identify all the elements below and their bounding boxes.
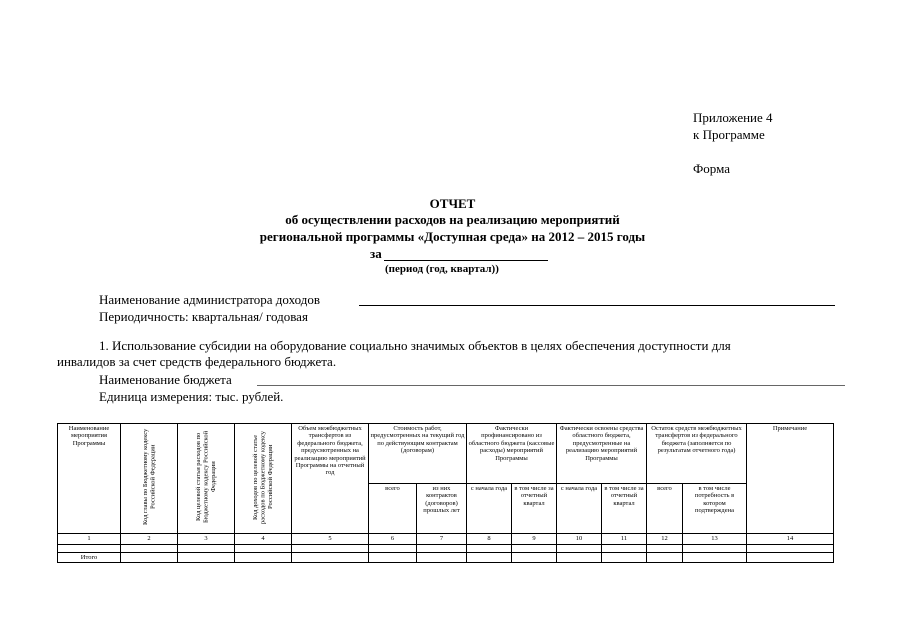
report-table bbox=[57, 423, 834, 563]
report-title: ОТЧЕТ bbox=[429, 196, 476, 211]
col-header-14: Примечание bbox=[747, 424, 834, 534]
admin-label: Наименование администратора доходов bbox=[99, 292, 320, 307]
col-header-6-7: Стоимость работ, предусмотренных на текущий год по действующим контрактам (договорам) bbox=[369, 424, 467, 484]
col-number: 6 bbox=[369, 534, 417, 545]
report-subtitle-1: об осуществлении расходов на реализацию мероприятий bbox=[285, 212, 620, 227]
col-header-5: Объем межбюджетных трансфертов из федерального бюджета, предусмотренных на реализацию мероприятий Программы на отчетный год bbox=[292, 424, 369, 534]
col-number: 2 bbox=[121, 534, 178, 545]
table-cell[interactable] bbox=[602, 553, 647, 563]
sub-header-6: всего bbox=[369, 484, 417, 534]
col-number: 1 bbox=[58, 534, 121, 545]
total-label: Итого bbox=[58, 553, 121, 563]
col-header-12-13: Остаток средств межбюджетных трансфертов из федерального бюджета (заполняется по результатам отчетного года) bbox=[647, 424, 747, 484]
table-cell[interactable] bbox=[292, 553, 369, 563]
table-cell[interactable] bbox=[58, 545, 121, 553]
col-header-3-text: Код целевой статьи расходов по Бюджетному кодексу Российской Федерации bbox=[194, 430, 217, 524]
table-cell[interactable] bbox=[602, 545, 647, 553]
table-cell[interactable] bbox=[647, 545, 683, 553]
col-number: 11 bbox=[602, 534, 647, 545]
periodicity: Периодичность: квартальная/ годовая bbox=[99, 309, 308, 324]
table-cell[interactable] bbox=[557, 553, 602, 563]
table-cell[interactable] bbox=[747, 545, 834, 553]
sub-header-11: в том числе за отчетный квартал bbox=[602, 484, 647, 534]
table-cell[interactable] bbox=[683, 553, 747, 563]
for-label: за bbox=[370, 246, 382, 261]
col-number: 10 bbox=[557, 534, 602, 545]
table-cell[interactable] bbox=[512, 553, 557, 563]
col-header-4 bbox=[235, 424, 292, 534]
sub-header-13: в том числе потребность в котором подтверждена bbox=[683, 484, 747, 534]
table-cell[interactable] bbox=[557, 545, 602, 553]
col-number: 3 bbox=[178, 534, 235, 545]
table-row bbox=[58, 545, 834, 553]
column-number-row bbox=[58, 534, 834, 545]
table-cell[interactable] bbox=[747, 553, 834, 563]
report-subtitle-2: региональной программы «Доступная среда» на 2012 – 2015 годы bbox=[259, 229, 646, 244]
col-number: 5 bbox=[292, 534, 369, 545]
table-cell[interactable] bbox=[369, 545, 417, 553]
table-cell[interactable] bbox=[292, 545, 369, 553]
table-cell[interactable] bbox=[467, 545, 512, 553]
table-header-row bbox=[58, 424, 834, 484]
col-number: 12 bbox=[647, 534, 683, 545]
budget-label: Наименование бюджета bbox=[99, 372, 232, 387]
table-cell[interactable] bbox=[417, 545, 467, 553]
period-caption: (период (год, квартал)) bbox=[385, 263, 499, 275]
col-header-4-text: Код доходов по целевой статье расходов по Бюджетному кодексу Российской Федерации bbox=[251, 430, 274, 524]
form-label: Форма bbox=[693, 161, 730, 176]
col-number: 14 bbox=[747, 534, 834, 545]
col-header-2-text: Код главы по Бюджетному кодексу Российской Федерации bbox=[141, 428, 156, 526]
unit-label: Единица измерения: тыс. рублей. bbox=[99, 389, 284, 404]
sub-header-12: всего bbox=[647, 484, 683, 534]
sub-header-8: с начала года bbox=[467, 484, 512, 534]
table-cell[interactable] bbox=[467, 553, 512, 563]
section1-line1: 1. Использование субсидии на оборудование социально значимых объектов в целях обеспечения доступности для bbox=[99, 338, 731, 353]
table-cell[interactable] bbox=[512, 545, 557, 553]
col-number: 7 bbox=[417, 534, 467, 545]
col-number: 13 bbox=[683, 534, 747, 545]
table-cell[interactable] bbox=[647, 553, 683, 563]
total-row bbox=[58, 553, 834, 563]
sub-header-9: в том числе за отчетный квартал bbox=[512, 484, 557, 534]
col-header-1: Наименование мероприятия Программы bbox=[58, 424, 121, 534]
col-number: 4 bbox=[235, 534, 292, 545]
table-cell[interactable] bbox=[121, 545, 178, 553]
sub-header-10: с начала года bbox=[557, 484, 602, 534]
section1-line2: инвалидов за счет средств федерального бюджета. bbox=[57, 354, 337, 369]
col-header-3 bbox=[178, 424, 235, 534]
col-number: 9 bbox=[512, 534, 557, 545]
col-header-8-9: Фактически профинансировано из областного бюджета (кассовые расходы) мероприятий Программы bbox=[467, 424, 557, 484]
table-cell[interactable] bbox=[235, 553, 292, 563]
table-cell[interactable] bbox=[121, 553, 178, 563]
col-header-2 bbox=[121, 424, 178, 534]
admin-field-line[interactable] bbox=[359, 305, 835, 306]
table-cell[interactable] bbox=[369, 553, 417, 563]
table-cell[interactable] bbox=[417, 553, 467, 563]
col-number: 8 bbox=[467, 534, 512, 545]
period-field-line[interactable] bbox=[384, 260, 548, 261]
table-cell[interactable] bbox=[178, 545, 235, 553]
appendix-line2: к Программе bbox=[693, 127, 765, 142]
table-cell[interactable] bbox=[235, 545, 292, 553]
budget-field-line[interactable] bbox=[257, 385, 845, 386]
col-header-10-11: Фактически освоены средства областного бюджета, предусмотренные на реализацию мероприятий Программы bbox=[557, 424, 647, 484]
table-cell[interactable] bbox=[178, 553, 235, 563]
appendix-line1: Приложение 4 bbox=[693, 110, 773, 125]
table-cell[interactable] bbox=[683, 545, 747, 553]
sub-header-7: из них контрактов (договоров) прошлых лет bbox=[417, 484, 467, 534]
